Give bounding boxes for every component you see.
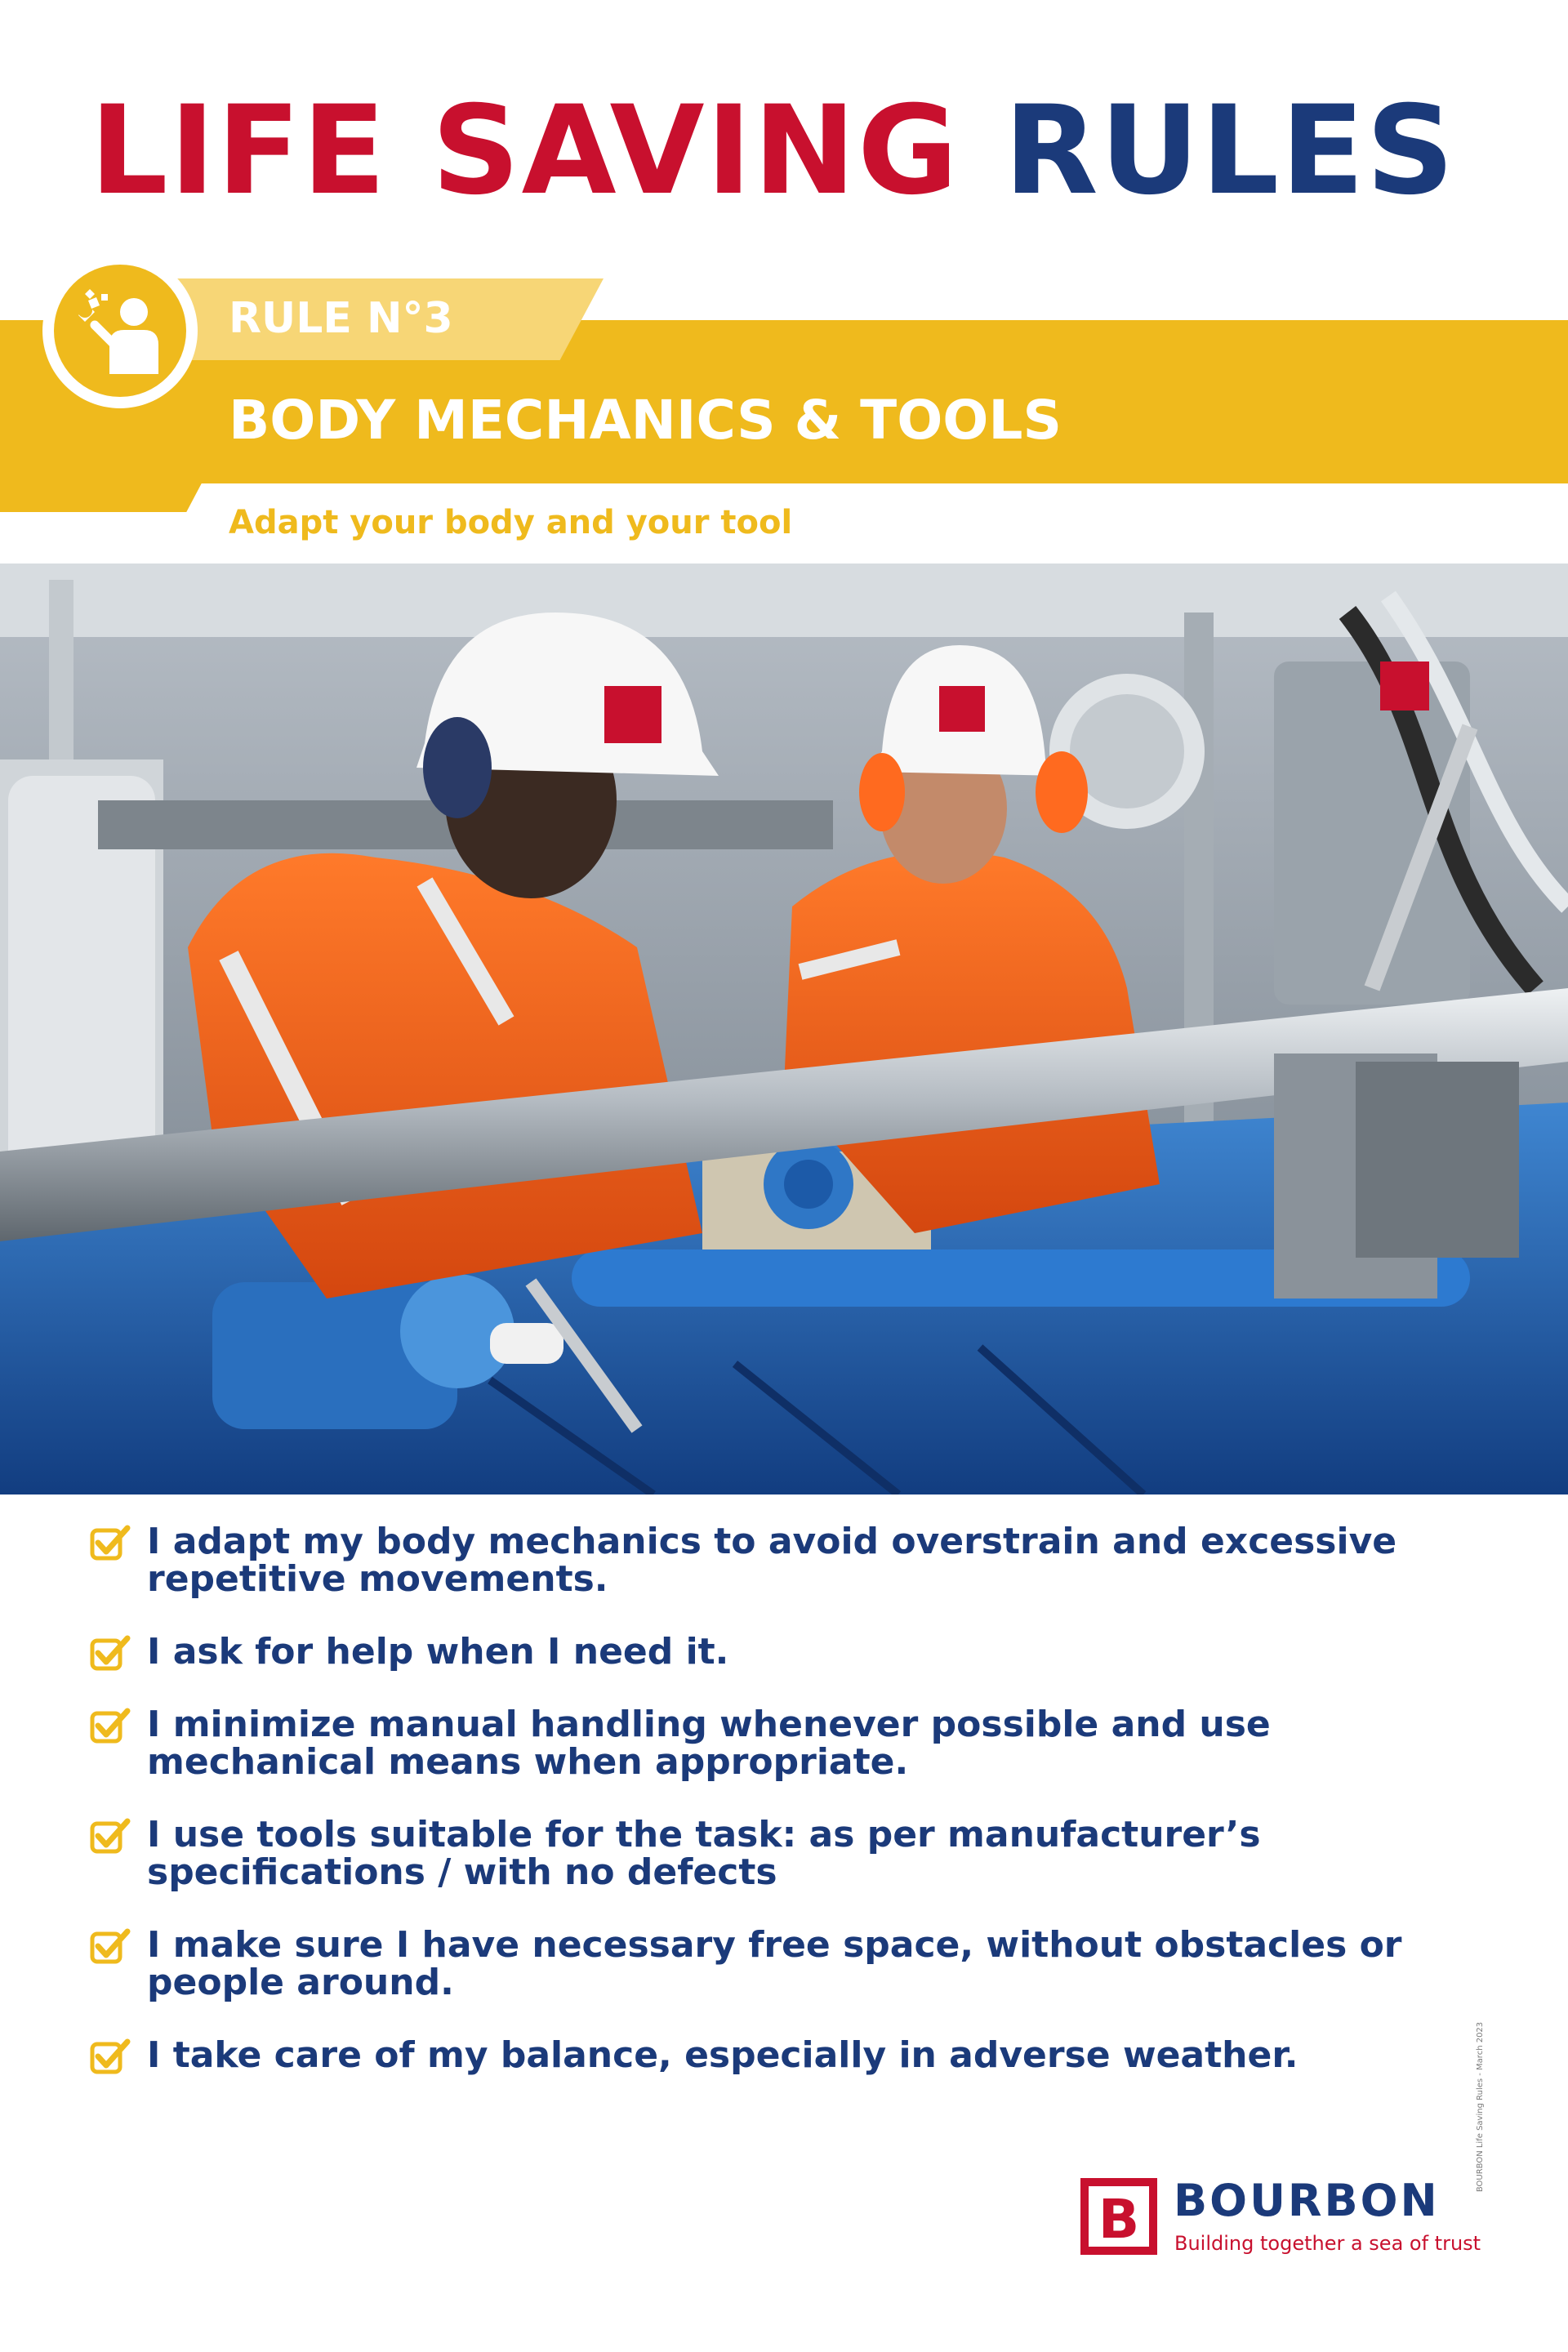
rule-badge — [42, 253, 198, 408]
brand-name: BOURBON — [1174, 2175, 1440, 2226]
engine-room-workers-photo — [0, 564, 1568, 1494]
checkbox-check-icon — [90, 1708, 132, 1745]
rule-text: I minimize manual handling whenever possible and use mechanical means when appropriate. — [147, 1704, 1271, 1783]
brand-tagline: Building together a sea of trust — [1174, 2232, 1481, 2255]
rule-text: I ask for help when I need it. — [147, 1631, 729, 1673]
title-life-saving: LIFE SAVING — [90, 80, 960, 222]
side-note: BOURBON Life Saving Rules - March 2023 — [1476, 2021, 1485, 2193]
engine-room-photo — [0, 564, 1568, 1494]
bourbon-logo-mark — [1080, 2178, 1157, 2255]
rule-text: I make sure I have necessary free space, without obstacles or people around. — [147, 1924, 1402, 2003]
rule-text: I use tools suitable for the task: as per manufacturer’s specifications / with no defects — [147, 1814, 1261, 1893]
logo-letter: B — [1098, 2188, 1140, 2251]
rules-list — [90, 1523, 1446, 2109]
rule-text: I adapt my body mechanics to avoid overstrain and excessive repetitive movements. — [147, 1521, 1397, 1600]
worker-with-wrench-icon — [42, 253, 198, 408]
checkbox-check-icon — [90, 2038, 132, 2076]
rule-item — [90, 2034, 1446, 2076]
bourbon-b-logo-icon — [1080, 2178, 1157, 2255]
rule-title: BODY MECHANICS & TOOLS — [229, 389, 1062, 452]
rule-item — [90, 1633, 1446, 1671]
tagline: Adapt your body and your tool — [229, 504, 793, 541]
rule-item — [90, 1706, 1446, 1781]
rule-item — [90, 1523, 1446, 1598]
rule-text: I take care of my balance, especially in adverse weather. — [147, 2034, 1298, 2076]
rule-item — [90, 1924, 1446, 2003]
poster-title — [90, 80, 1456, 222]
rule-number: RULE N°3 — [229, 294, 453, 343]
rule-item — [90, 1816, 1446, 1891]
title-rules: RULES — [1004, 80, 1456, 222]
checkbox-check-icon — [90, 1635, 132, 1673]
checkbox-check-icon — [90, 1928, 132, 1966]
checkbox-check-icon — [90, 1525, 132, 1562]
checkbox-check-icon — [90, 1818, 132, 1855]
